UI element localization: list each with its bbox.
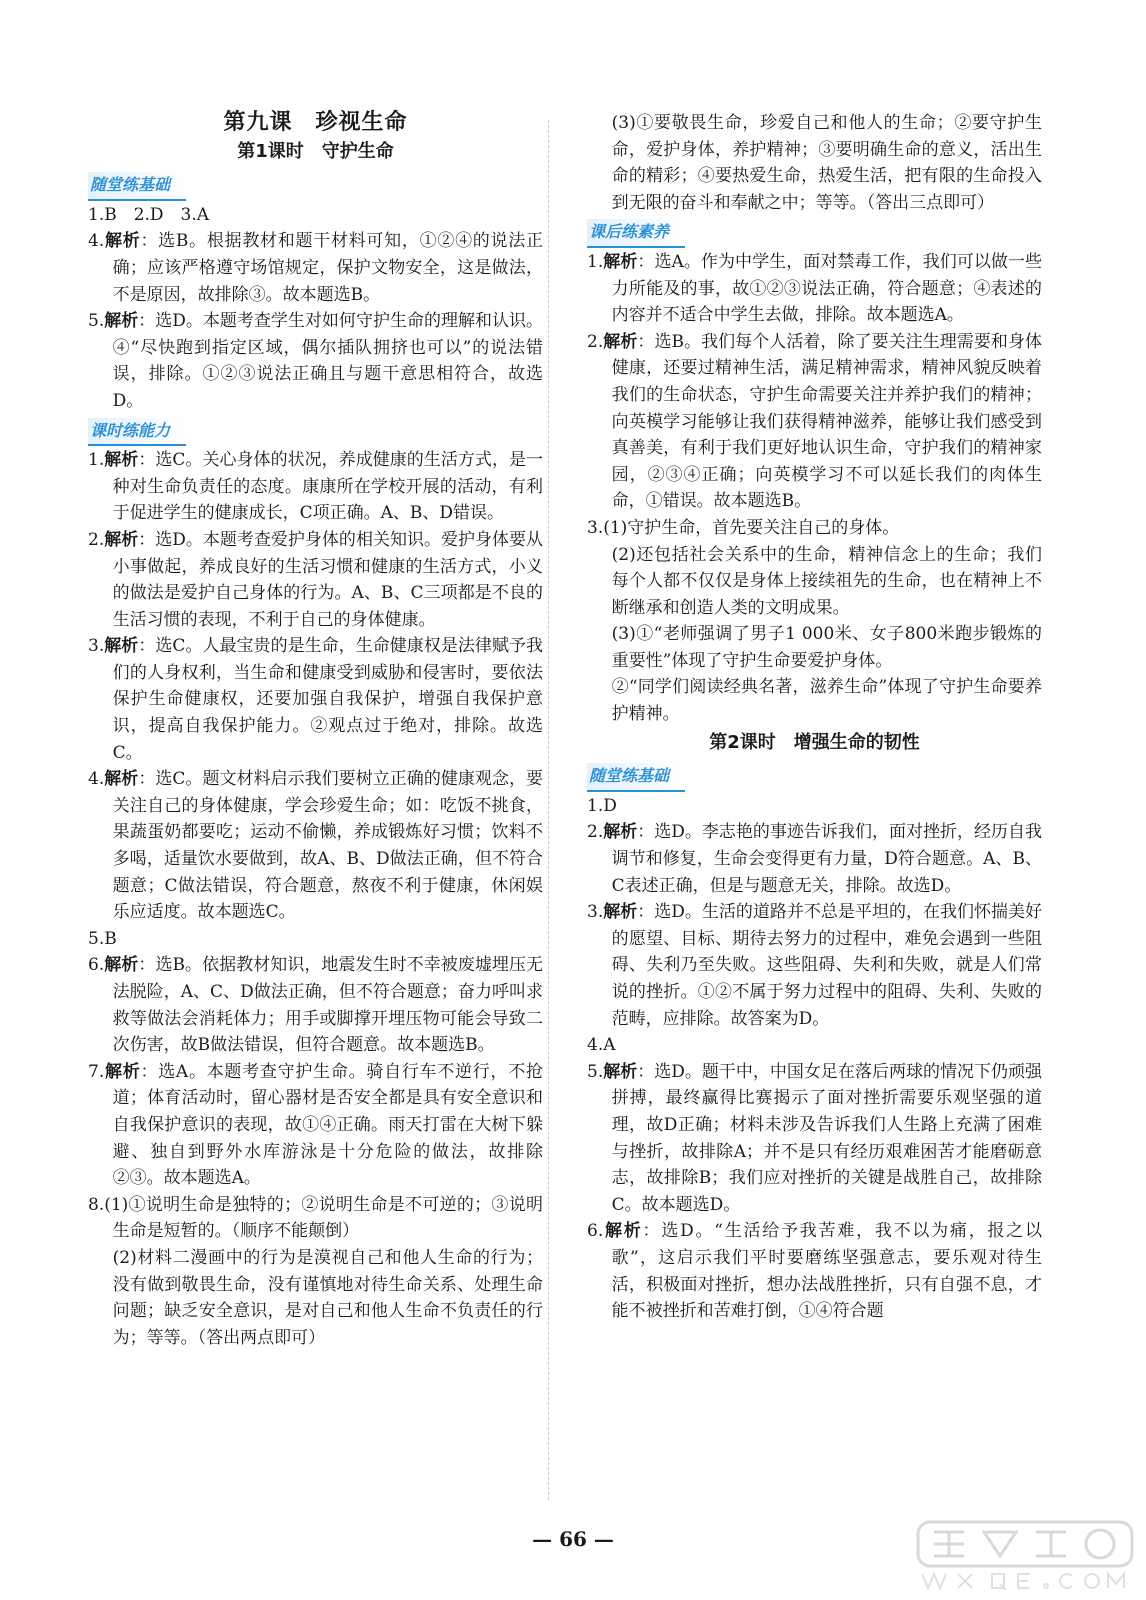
- lesson-title: 第九课 珍视生命: [223, 110, 408, 135]
- ability-answer-8-2: (2)材料二漫画中的行为是漠视自己和他人生命的行为；没有做到敬畏生命，没有谨慎地对待生命关系、处理生命问题；缺乏安全意识，是对自己和他人生命不负责任的行为；等等。（答出两点即可）: [112, 1247, 543, 1348]
- column-divider: [548, 120, 549, 1500]
- s2-answer-2: 2.解析：选D。李志艳的事迹告诉我们，面对挫折，经历自我调节和修复，生命会变得更有力量，D符合题意。A、B、C表述正确，但是与题意无关，排除。故选D。: [587, 822, 1042, 896]
- page-number: — 66 —: [532, 1527, 614, 1551]
- answer-4: 4.解析：选B。根据教材和题干材料可知，①②④的说法正确；应该严格遵守场馆规定，保护文物安全，这是做法，不是原因，故排除③。故本题选B。: [88, 231, 544, 305]
- watermark-logo-icon: [912, 1518, 1138, 1594]
- ability-answer-3: 3.解析：选C。人最宝贵的是生命，生命健康权是法律赋予我们的人身权利，当生命和健康受到威胁和侵害时，要依法保护生命健康权，还要加强自我保护，增强自我保护意识，提高自我保护能力。②观点过于绝对，排除。故选C。: [88, 636, 543, 763]
- ability-answer-4: 4.解析：选C。题文材料启示我们要树立正确的健康观念，要关注自己的身体健康，学会珍爱生命；如：吃饭不挑食，果蔬蛋奶都要吃；运动不偷懒，养成锻炼好习惯；饮料不多喝，适量饮水要做到，故A、B、D做法正确，但不符合题意；C做法错误，符合题意，熬夜不利于健康，休闲娱乐应适度。故本题选C。: [88, 769, 543, 923]
- ability-answer-2: 2.解析：选D。本题考查爱护身体的相关知识。爱护身体要从小事做起，养成良好的生活习惯和健康的生活方式，小义的做法是爱护自己身体的行为。A、B、C三项都是不良的生活习惯的表现，不利于自己的身体健康。: [88, 529, 543, 630]
- s2-answer-5: 5.解析：选D。题干中，中国女足在落后两球的情况下仍顽强拼搏，最终赢得比赛揭示了面对挫折需要乐观坚强的道理，故D正确；材料未涉及告诉我们人生路上充满了困难与挫折，故排除A；并不是只有经历艰难困苦才能磨砺意志，故排除B；我们应对挫折的关键是战胜自己，故排除C。故本题选D。: [587, 1061, 1042, 1215]
- literacy-answer-3-2: (2)还包括社会关系中的生命，精神信念上的生命；我们每个人都不仅仅是身体上接续祖先的生命，也在精神上不断继承和创造人类的文明成果。: [611, 544, 1042, 618]
- s2-answer-6: 6.解析：选D。“生活给予我苦难，我不以为痛，报之以歌”，这启示我们平时要磨练坚强意志，要乐观对待生活，积极面对挫折，想办法战胜挫折，只有自强不息，才能不被挫折和苦难打倒，①④符合题: [587, 1221, 1042, 1322]
- s2-answer-4: 4.A: [587, 1035, 616, 1056]
- ability-answer-8-1: 8.(1)①说明生命是独特的；②说明生命是不可逆的；③说明生命是短暂的。（顺序不能颠倒）: [88, 1194, 543, 1242]
- section-basic: 随堂练基础: [88, 172, 186, 201]
- s2-answer-3: 3.解析：选D。生活的道路并不总是平坦的，在我们怀揣美好的愿望、目标、期待去努力的过程中，难免会遇到一些阻碍、失利乃至失败。这些阻碍、失利和失败，就是人们常说的挫折。①②不属于努力过程中的阻碍、失利、失败的范畴，应排除。故答案为D。: [587, 902, 1042, 1029]
- ability-answer-8-3: (3)①要敬畏生命，珍爱自己和他人的生命；②要守护生命，爱护身体，养护精神；③要明确生命的意义，活出生命的精彩；④要热爱生命，热爱生活，把有限的生命投入到无限的奋斗和奉献之中；等等。（答出三点即可）: [611, 113, 1042, 213]
- section-ability: 课时练能力: [88, 418, 186, 447]
- ability-answer-6: 6.解析：选B。依据教材知识，地震发生时不幸被废墟埋压无法脱险，A、C、D做法正确，但不符合题意；奋力呼叫求救等做法会消耗体力；用手或脚撑开埋压物可能会导致二次伤害，故B做法错误，但符合题意。故本题选B。: [88, 955, 544, 1056]
- left-column: [88, 110, 543, 1351]
- session1-title: 第1课时 守护生命: [237, 140, 394, 162]
- ability-answer-7: 7.解析：选A。本题考查守护生命。骑自行车不逆行，不抢道；体育活动时，留心器材是否安全都是具有安全意识和自我保护意识的表现，故①④正确。雨天打雷在大树下躲避、独自到野外水库游泳是十分危险的做法，故排除②③。故本题选A。: [88, 1061, 543, 1189]
- literacy-answer-3-3b: ②“同学们阅读经典名著，滋养生命”体现了守护生命要养护精神。: [611, 677, 1042, 725]
- right-column: [587, 110, 1042, 1325]
- answer-5: 5.解析：选D。本题考查学生对如何守护生命的理解和认识。④“尽快跑到指定区域，偶尔插队拥挤也可以”的说法错误，排除。①②③说法正确且与题干意思相符合，故选D。: [88, 311, 543, 411]
- literacy-answer-3-3a: (3)①“老师强调了男子1 000米、女子800米跑步锻炼的重要性”体现了守护生命要爱护身体。: [611, 624, 1042, 671]
- answer-1-3: 1.B 2.D 3.A: [88, 204, 210, 225]
- session2-title: 第2课时 增强生命的韧性: [709, 731, 920, 753]
- literacy-answer-3-1: 3.(1)守护生命，首先要关注自己的身体。: [587, 517, 900, 538]
- literacy-answer-1: 1.解析：选A。作为中学生，面对禁毒工作，我们可以做一些力所能及的事，故①②③说法正确，符合题意；④表述的内容并不适合中学生去做，排除。故本题选A。: [587, 251, 1042, 326]
- ability-answer-5: 5.B: [88, 928, 117, 949]
- literacy-answer-2: 2.解析：选B。我们每个人活着，除了要关注生理需要和身体健康，还要过精神生活，满足精神需求，精神风貌反映着我们的生命状态，守护生命需要关注并养护我们的精神；向英模学习能够让我们获得精神滋养，能够让我们感受到真善美，有利于我们更好地认识生命，守护我们的精神家园，②③④正确；向英模学习不可以延长我们的肉体生命，①错误。故本题选B。: [587, 331, 1043, 512]
- section-literacy: 课后练素养: [587, 219, 685, 248]
- section-basic-2: 随堂练基础: [587, 763, 685, 792]
- s2-answer-1: 1.D: [587, 795, 617, 816]
- ability-answer-1: 1.解析：选C。关心身体的状况，养成健康的生活方式，是一种对生命负责任的态度。康康所在学校开展的活动，有利于促进学生的健康成长，C项正确。A、B、D错误。: [88, 450, 543, 524]
